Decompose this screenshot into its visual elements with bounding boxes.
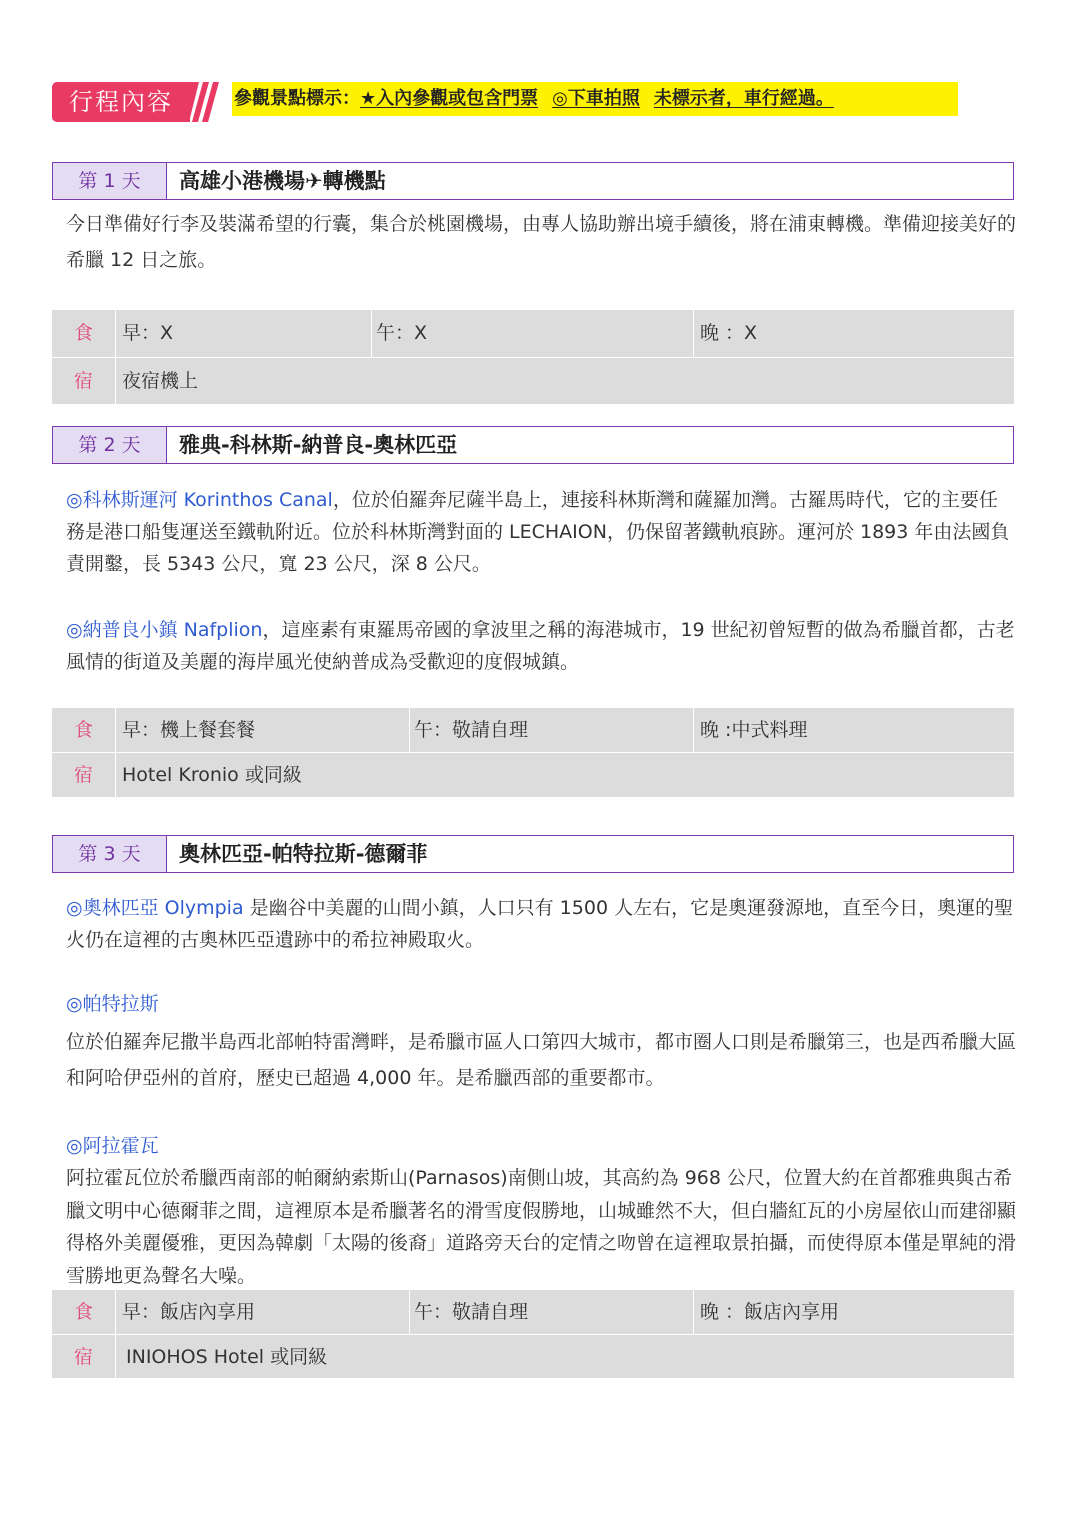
legend-prefix: 參觀景點標示： <box>234 88 360 109</box>
day-2-spot-1 <box>66 484 1016 580</box>
dinner-cell: 晚 ：飯店內享用 <box>700 1301 840 1323</box>
stay-row <box>52 1334 1014 1378</box>
legend-star: ★入內參觀或包含門票 <box>360 88 539 109</box>
spot-name: ◎科林斯運河 Korinthos Canal <box>66 489 333 511</box>
stay-row <box>52 357 1014 404</box>
stay-cell: 夜宿機上 <box>122 370 199 392</box>
day-title: 奧林匹亞-帕特拉斯-德爾菲 <box>179 842 428 866</box>
spot-name: ◎奧林匹亞 Olympia <box>66 897 244 919</box>
meals-row <box>52 310 1014 357</box>
breakfast-cell: 早：飯店內享用 <box>116 1290 410 1334</box>
day-1-intro: 今日準備好行李及裝滿希望的行囊，集合於桃園機場，由專人協助辦出境手續後，將在浦東轉機。準備迎接美好的希臘 12 日之旅。 <box>66 213 1017 271</box>
day-label: 第 3 天 <box>53 836 167 872</box>
spot-name: ◎帕特拉斯 <box>66 993 159 1015</box>
day-title: 雅典-科林斯-納普良-奧林匹亞 <box>179 433 458 457</box>
stay-key: 宿 <box>52 1335 116 1378</box>
stay-cell: INIOHOS Hotel 或同級 <box>126 1346 328 1368</box>
dinner-cell: 晚 ：X <box>700 322 758 344</box>
day-2-header <box>52 426 1014 464</box>
day-3-spot-3 <box>66 1130 1016 1292</box>
day-3-header <box>52 835 1014 873</box>
spot-desc: ，這座素有東羅馬帝國的拿波里之稱的海港城市，19 世紀初曾短暫的做為希臘首都，古老風情的街道及美麗的海岸風光使納普成為受歡迎的度假城鎮。 <box>66 619 1015 673</box>
itinerary-header <box>52 82 1012 126</box>
spot-desc: 是幽谷中美麗的山間小鎮，人口只有 1500 人左右，它是奧運發源地，直至今日，奧運的聖火仍在這裡的古奧林匹亞遺跡中的希拉神殿取火。 <box>66 897 1014 951</box>
legend-photo: ◎下車拍照 <box>552 88 640 109</box>
day-3-spot-2 <box>66 988 1016 1096</box>
day-title: 高雄小港機場✈轉機點 <box>179 169 386 193</box>
meals-row <box>52 1290 1014 1334</box>
day-label: 第 1 天 <box>53 163 167 199</box>
day-1-meals-table <box>52 310 1014 404</box>
dinner-cell: 晚 :中式料理 <box>700 719 808 741</box>
meal-key: 食 <box>52 310 116 357</box>
lunch-cell: 午：敬請自理 <box>410 1290 694 1334</box>
spot-desc: 阿拉霍瓦位於希臘西南部的帕爾納索斯山(Parnasos)南側山坡，其高約為 968 公尺，位置大約在首都雅典與古希臘文明中心德爾菲之間，這裡原本是希臘著名的滑雪度假勝地，山城雖然不大，但白牆紅瓦的小房屋依山而建卻顯得格外美麗優雅，更因為韓劇「太陽的後裔」道路旁天台的定情之吻曾在這裡取景拍攝，而使得原本僅是單純的滑雪勝地更為聲名大噪。 <box>66 1167 1017 1287</box>
meal-key: 食 <box>52 1290 116 1334</box>
spot-desc: ，位於伯羅奔尼薩半島上，連接科林斯灣和薩羅加灣。古羅馬時代，它的主要任務是港口船隻運送至鐵軌附近。位於科林斯灣對面的 LECHAION，仍保留著鐵軌痕跡。運河於 1893 年由法國負責開鑿，長 5343 公尺，寬 23 公尺，深 8 公尺。 <box>66 489 1010 575</box>
day-label: 第 2 天 <box>53 427 167 463</box>
spot-name: ◎納普良小鎮 Nafplion <box>66 619 263 641</box>
day-3-meals-table <box>52 1290 1014 1378</box>
day-2-spot-2 <box>66 614 1016 678</box>
stay-key: 宿 <box>52 358 116 404</box>
double-slash-icon <box>189 82 229 122</box>
day-3-spot-1 <box>66 892 1016 956</box>
itinerary-badge: 行程內容 <box>52 82 190 122</box>
breakfast-cell: 早：機上餐套餐 <box>116 708 410 752</box>
legend-none: 未標示者，車行經過。 <box>653 88 834 109</box>
attraction-legend <box>232 82 958 116</box>
spot-desc: 位於伯羅奔尼撒半島西北部帕特雷灣畔，是希臘市區人口第四大城市，都市圈人口則是希臘第三，也是西希臘大區和阿哈伊亞州的首府，歷史已超過 4,000 年。是希臘西部的重要都市。 <box>66 1031 1017 1089</box>
breakfast-cell: 早：X <box>116 310 372 357</box>
stay-row <box>52 752 1014 797</box>
spot-name: ◎阿拉霍瓦 <box>66 1135 159 1157</box>
stay-key: 宿 <box>52 753 116 797</box>
lunch-cell: 午：敬請自理 <box>410 708 694 752</box>
stay-cell: Hotel Kronio 或同級 <box>122 764 302 786</box>
day-2-meals-table <box>52 708 1014 797</box>
lunch-cell: 午：X <box>372 310 694 357</box>
day-1-header <box>52 162 1014 200</box>
meals-row <box>52 708 1014 752</box>
meal-key: 食 <box>52 708 116 752</box>
